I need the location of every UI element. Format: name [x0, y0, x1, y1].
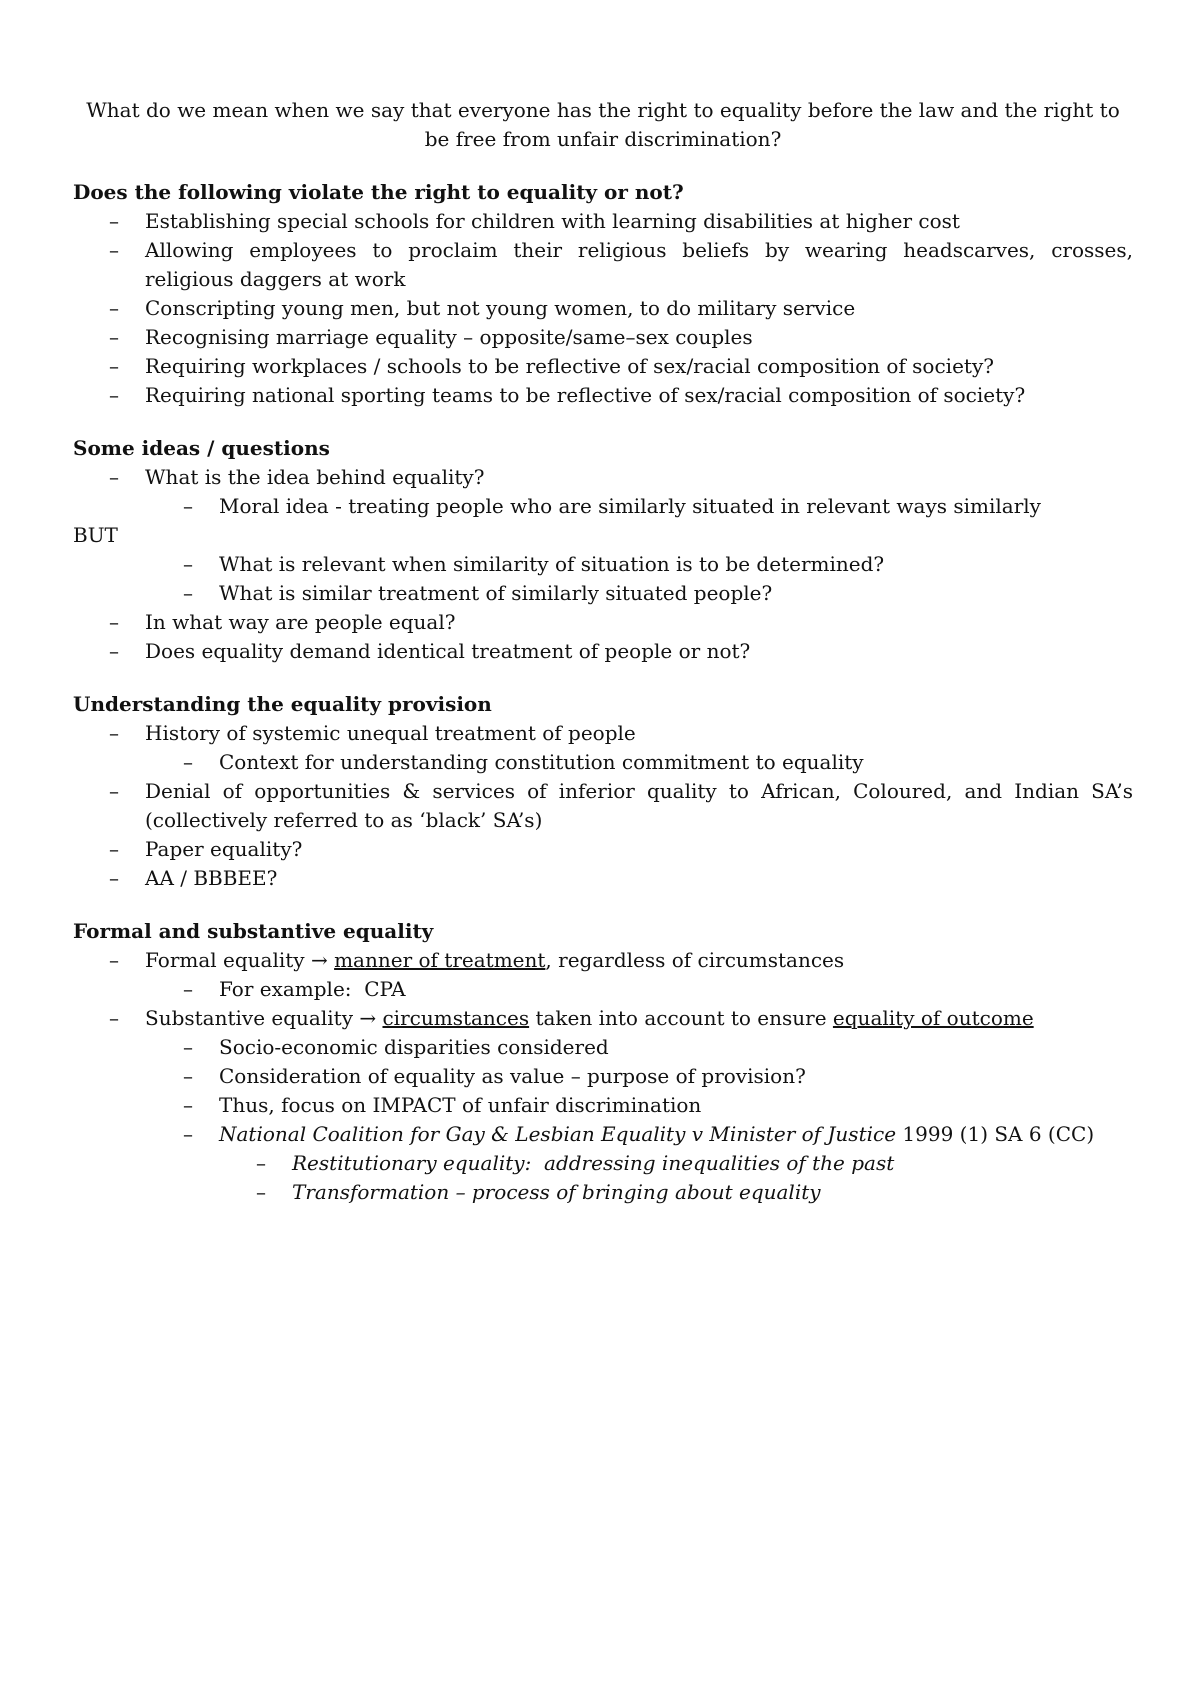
dash-bullet: –: [183, 552, 193, 576]
case-citation: 1999 (1) SA 6 (CC): [896, 1122, 1095, 1146]
dash-bullet: –: [256, 1180, 266, 1204]
dash-bullet: –: [109, 325, 119, 349]
section-violate-equality: [73, 178, 1133, 410]
dash-bullet: –: [109, 639, 119, 663]
dash-bullet: –: [109, 465, 119, 489]
bullet-list: [73, 207, 1133, 410]
section-heading: Understanding the equality provision: [73, 692, 492, 716]
bullet-list: [73, 550, 1133, 666]
underlined-term: manner of treatment: [334, 948, 546, 972]
dash-bullet: –: [109, 383, 119, 407]
section-formal-substantive: [73, 917, 1133, 1207]
list-item: – Paper equality?: [73, 835, 1133, 864]
sub-list-item: – Socio-economic disparities considered: [73, 1033, 1133, 1062]
dash-bullet: –: [183, 1035, 193, 1059]
bullet-list: [73, 463, 1133, 521]
list-item: – AA / BBBEE?: [73, 864, 1133, 893]
bullet-list: [73, 946, 1133, 1207]
sub-list-item: – Context for understanding constitution commitment to equality: [73, 748, 1133, 777]
dash-bullet: –: [109, 837, 119, 861]
dash-bullet: –: [256, 1151, 266, 1175]
list-item-formal-equality: – Formal equality → manner of treatment, regardless of circumstances: [73, 946, 1133, 975]
section-ideas-questions: [73, 434, 1133, 666]
underlined-term: circumstances: [382, 1006, 530, 1030]
dash-bullet: –: [183, 1064, 193, 1088]
underlined-term: equality of outcome: [832, 1006, 1034, 1030]
dash-bullet: –: [109, 948, 119, 972]
dash-bullet: –: [183, 1122, 193, 1146]
section-equality-provision: [73, 690, 1133, 893]
dash-bullet: –: [109, 1006, 119, 1030]
but-label: BUT: [73, 523, 118, 547]
sub-list-item: – What is relevant when similarity of situation is to be determined?: [73, 550, 1133, 579]
dash-bullet: –: [109, 354, 119, 378]
section-heading: Formal and substantive equality: [73, 919, 434, 943]
list-item: – Does equality demand identical treatment of people or not?: [73, 637, 1133, 666]
list-item: – Requiring national sporting teams to be reflective of sex/racial composition of society?: [73, 381, 1133, 410]
dash-bullet: –: [109, 209, 119, 233]
dash-bullet: –: [183, 1093, 193, 1117]
sub-list-item: – What is similar treatment of similarly situated people?: [73, 579, 1133, 608]
dash-bullet: –: [109, 779, 119, 803]
sub-list-item: – Consideration of equality as value – purpose of provision?: [73, 1062, 1133, 1091]
dash-bullet: –: [183, 581, 193, 605]
case-name: National Coalition for Gay & Lesbian Equality v Minister of Justice: [219, 1122, 897, 1146]
dash-bullet: –: [183, 750, 193, 774]
intro-question: What do we mean when we say that everyone has the right to equality before the law and the right to be free from unfair discrimination?: [86, 98, 1120, 151]
dash-bullet: –: [109, 866, 119, 890]
section-heading: Some ideas / questions: [73, 436, 330, 460]
sub-sub-list-item: – Restitutionary equality: addressing inequalities of the past: [73, 1149, 1133, 1178]
list-item: – Requiring workplaces / schools to be reflective of sex/racial composition of society?: [73, 352, 1133, 381]
list-item: – Recognising marriage equality – opposite/same–sex couples: [73, 323, 1133, 352]
list-item: – Allowing employees to proclaim their religious beliefs by wearing headscarves, crosses, religious daggers at work: [109, 238, 1133, 291]
sub-sub-list-item: – Transformation – process of bringing about equality: [73, 1178, 1133, 1207]
dash-bullet: –: [183, 494, 193, 518]
sub-list-item: – Moral idea - treating people who are similarly situated in relevant ways similarly: [73, 492, 1133, 521]
list-item: – What is the idea behind equality?: [73, 463, 1133, 492]
bullet-list: [73, 719, 1133, 893]
sub-list-item: – Thus, focus on IMPACT of unfair discrimination: [73, 1091, 1133, 1120]
arrow-icon: →: [359, 1006, 377, 1030]
sub-list-item: – For example: CPA: [73, 975, 1133, 1004]
dash-bullet: –: [109, 610, 119, 634]
list-item: – Conscripting young men, but not young women, to do military service: [73, 294, 1133, 323]
dash-bullet: –: [183, 977, 193, 1001]
sub-list-item-case: [73, 1120, 1133, 1149]
list-item-substantive-equality: – Substantive equality → circumstances taken into account to ensure equality of outcome: [73, 1004, 1133, 1033]
arrow-icon: →: [310, 948, 328, 972]
dash-bullet: –: [109, 721, 119, 745]
list-item: – In what way are people equal?: [73, 608, 1133, 637]
list-item: – Establishing special schools for children with learning disabilities at higher cost: [73, 207, 1133, 236]
section-heading: Does the following violate the right to equality or not?: [73, 180, 684, 204]
dash-bullet: –: [109, 238, 119, 262]
dash-bullet: –: [109, 296, 119, 320]
list-item: – Denial of opportunities & services of inferior quality to African, Coloured, and Indian SA’s (collectively referred to as ‘black’ SA’s): [109, 779, 1133, 832]
list-item: – History of systemic unequal treatment of people: [73, 719, 1133, 748]
